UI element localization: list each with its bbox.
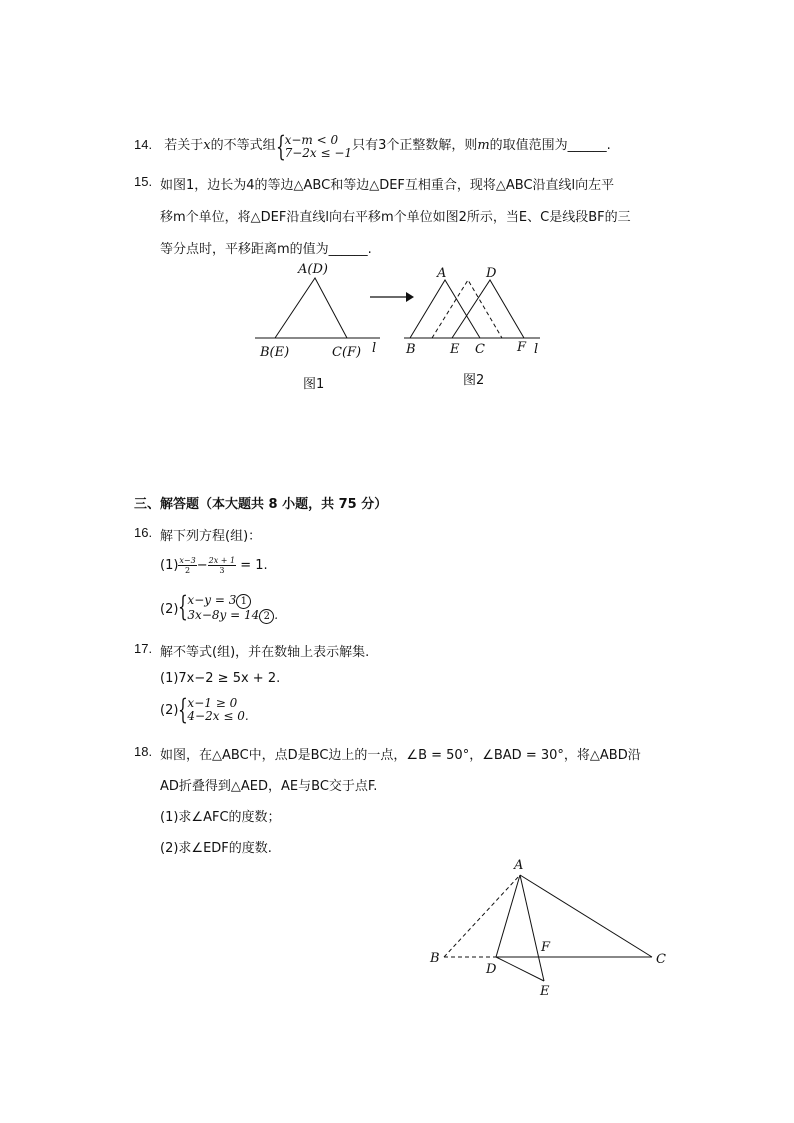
q14-text-before: 若关于	[164, 138, 204, 153]
fig-A: A	[514, 858, 524, 873]
q17-sys-line2: 4−2x ≤ 0	[187, 709, 245, 723]
q14-text-mid: 的不等式组	[210, 138, 276, 153]
fig-D: D	[486, 962, 497, 977]
q15-figure1	[250, 258, 390, 398]
fig1-label-bl: B(E)	[260, 345, 290, 360]
original-triangle	[432, 280, 502, 338]
q16-f1-den: 2	[185, 566, 191, 575]
fig2-C: C	[475, 342, 485, 357]
q16-stem: 解下列方程(组)：	[160, 529, 262, 544]
q17-part1: (1)7x−2 ≥ 5x + 2.	[160, 671, 281, 686]
q18-part1: (1)求∠AFC的度数；	[160, 810, 281, 825]
q15-line2: 移m个单位，将△DEF沿直线l向右平移m个单位如图2所示，当E、C是线段BF的三	[160, 210, 631, 225]
q14-sys-line2: 7−2x ≤ −1	[284, 146, 353, 160]
q14-sys-line1: x−m < 0	[284, 133, 339, 147]
circled-2-icon: 2	[259, 609, 274, 624]
q18-part2: (2)求∠EDF的度数.	[160, 841, 272, 856]
segment-ac	[520, 875, 652, 957]
q14-text-end: 的取值范围为______.	[489, 138, 611, 153]
q17-part2	[160, 693, 249, 726]
q17-stem: 解不等式(组)，并在数轴上表示解集.	[160, 645, 370, 660]
brace-icon: {	[178, 693, 189, 726]
fig2-E: E	[450, 342, 460, 357]
fig-F: F	[541, 940, 551, 955]
q17-p2-label: (2)	[160, 703, 179, 718]
q15-number: 15.	[134, 174, 153, 189]
q17-system	[178, 693, 249, 726]
fig-B: B	[430, 951, 440, 966]
section3-title: 三、解答题（本大题共 8 小题，共 75 分）	[134, 497, 388, 512]
segment-de	[496, 957, 544, 981]
fig2-D: D	[486, 266, 497, 281]
fig-E: E	[540, 984, 550, 999]
q14-system	[275, 130, 353, 163]
q18-number: 18.	[134, 744, 153, 759]
q14-var-x: x	[203, 138, 211, 153]
q16-sys-line2: 3x−8y = 14	[187, 608, 260, 622]
q16-p2-label: (2)	[160, 602, 179, 617]
q16-system	[178, 590, 279, 624]
fig-C: C	[656, 952, 666, 967]
q15-line3: 等分点时，平移距离m的值为______.	[160, 242, 372, 257]
segment-ab-dashed	[444, 875, 520, 957]
q14-var-m: m	[477, 138, 490, 153]
brace-icon: {	[275, 130, 286, 163]
q16-fraction2	[208, 556, 236, 575]
q17-sys-line1: x−1 ≥ 0	[187, 696, 238, 710]
q14-text-after: 只有3个正整数解，则	[352, 138, 478, 153]
fig1-label-br: C(F)	[332, 345, 362, 360]
triangle	[275, 278, 347, 338]
q16-minus: −	[196, 558, 208, 573]
fig2-A: A	[437, 266, 447, 281]
fig1-caption: 图1	[303, 377, 325, 392]
q16-f2-den: 3	[219, 566, 225, 575]
q18-line2: AD折叠得到△AED，AE与BC交于点F.	[160, 779, 378, 794]
fig1-label-top: A(D)	[298, 262, 328, 277]
triangle-abc	[410, 280, 480, 338]
q17-number: 17.	[134, 641, 153, 656]
q18-line1: 如图，在△ABC中，点D是BC边上的一点，∠B = 50°，∠BAD = 30°，将△ABD沿	[160, 748, 641, 763]
q16-part2	[160, 590, 279, 624]
q16-f1-num: x−3	[179, 556, 196, 565]
fig2-l: l	[534, 342, 539, 357]
q14	[134, 130, 611, 163]
q18-figure	[420, 855, 680, 1005]
fig2-F: F	[517, 340, 527, 355]
q16-fraction1	[178, 556, 196, 575]
q15-line1: 如图1，边长为4的等边△ABC和等边△DEF互相重合，现将△ABC沿直线l向左平	[160, 178, 615, 193]
q14-number: 14.	[134, 137, 153, 152]
fig1-label-line: l	[372, 341, 377, 356]
q16-sys-line1: x−y = 3	[187, 593, 237, 607]
fig2-B: B	[406, 342, 416, 357]
q16-rhs: = 1.	[240, 558, 268, 573]
q16-p2-end: .	[274, 608, 279, 622]
q16-p1-label: (1)	[160, 558, 179, 573]
q16-number: 16.	[134, 525, 153, 540]
segment-ae	[520, 875, 544, 981]
brace-icon: {	[178, 590, 189, 623]
q15-figure2	[400, 262, 550, 392]
q16-f2-num: 2x + 1	[208, 556, 236, 565]
q16-part1	[160, 556, 268, 575]
circled-1-icon: 1	[236, 594, 251, 609]
fig2-caption: 图2	[463, 373, 485, 388]
q17-p2-end: .	[244, 709, 249, 723]
